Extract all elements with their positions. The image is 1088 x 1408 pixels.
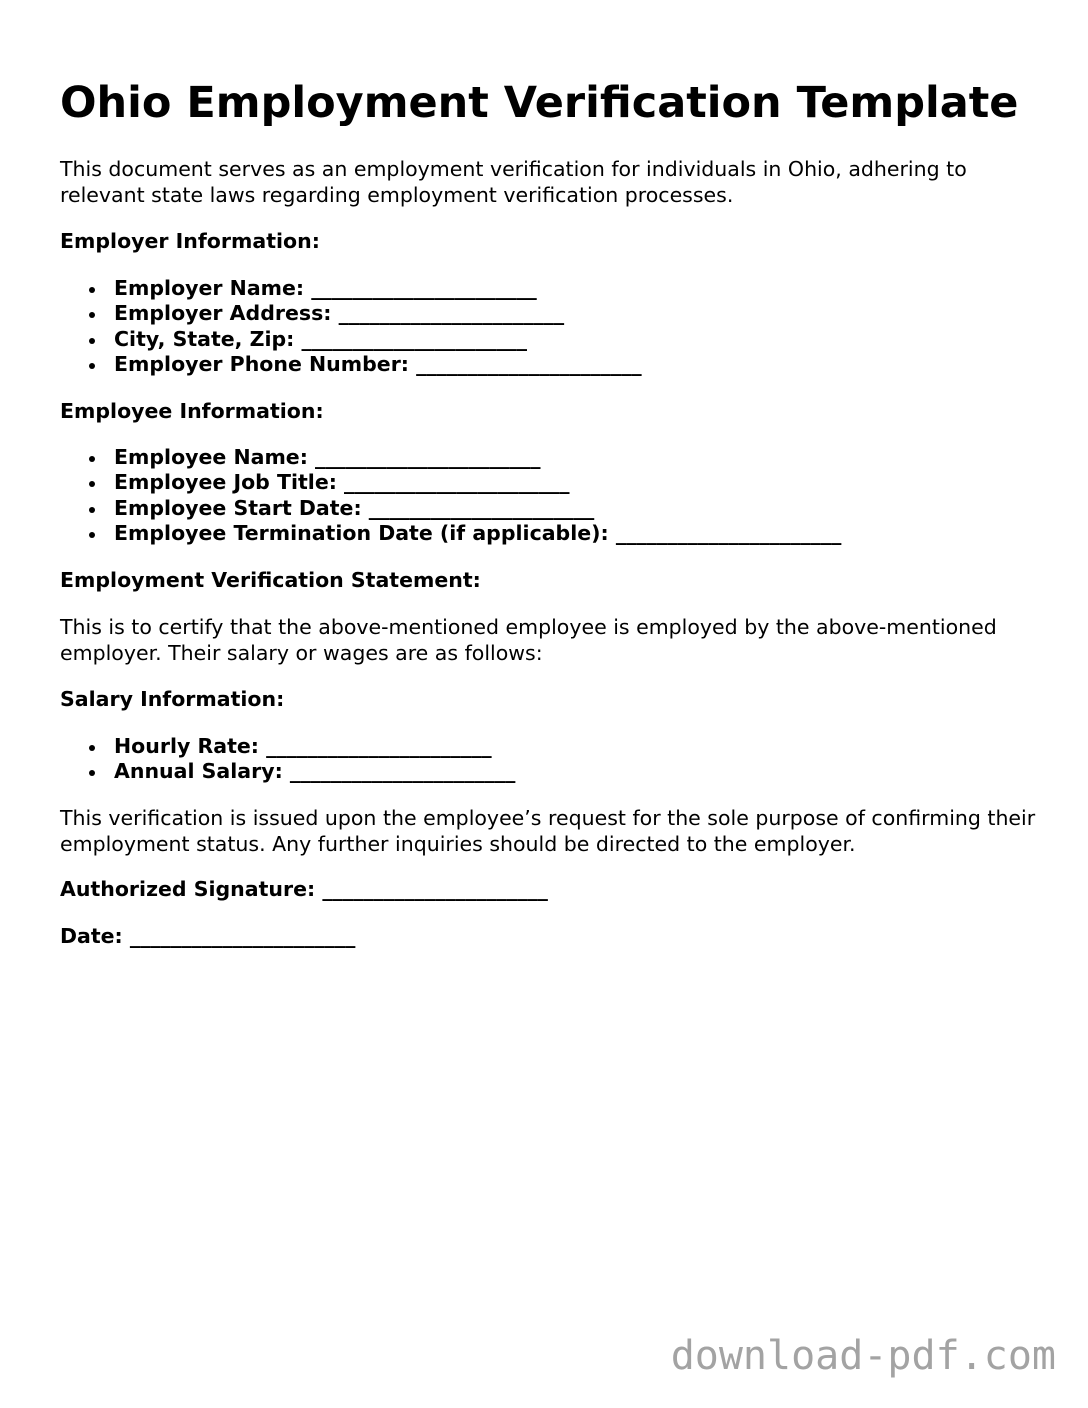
document-title: Ohio Employment Verification Template xyxy=(60,78,1019,128)
employee-job-title-item xyxy=(60,470,841,495)
employee-termination-date-item xyxy=(60,521,841,546)
city-state-zip-label: City, State, Zip: ______________________ xyxy=(114,326,527,351)
employee-start-date-label: Employee Start Date: ______________________ xyxy=(114,495,595,520)
employer-phone-label: Employer Phone Number: ______________________ xyxy=(114,352,642,377)
bullet-icon xyxy=(89,312,95,318)
bullet-icon xyxy=(89,338,95,344)
annual-salary-item xyxy=(60,759,515,784)
employer-address-label: Employer Address: ______________________ xyxy=(114,301,565,326)
bullet-icon xyxy=(89,287,95,293)
employee-info-heading: Employee Information: xyxy=(60,399,324,423)
salary-info-heading: Salary Information: xyxy=(60,687,285,711)
salary-info-list xyxy=(60,734,515,785)
bullet-icon xyxy=(89,532,95,538)
employee-name-item xyxy=(60,445,841,470)
verification-statement-text: This is to certify that the above-mentioned employee is employed by the above-mentioned employer. Their salary or wages are as follows: xyxy=(60,615,997,665)
bullet-icon xyxy=(89,456,95,462)
employee-job-title-label: Employee Job Title: ______________________ xyxy=(114,470,570,495)
employee-termination-date-label: Employee Termination Date (if applicable): ______________________ xyxy=(114,521,842,546)
watermark-text: download-pdf.com xyxy=(670,1333,1056,1379)
authorized-signature-line: Authorized Signature: ______________________ xyxy=(60,877,548,901)
bullet-icon xyxy=(89,507,95,513)
annual-salary-label: Annual Salary: ______________________ xyxy=(114,759,516,784)
hourly-rate-label: Hourly Rate: ______________________ xyxy=(114,734,492,758)
employer-name-label: Employer Name: ______________________ xyxy=(114,276,537,300)
verification-statement-heading: Employment Verification Statement: xyxy=(60,568,481,592)
city-state-zip-item xyxy=(60,327,642,352)
employer-info-heading: Employer Information: xyxy=(60,229,320,253)
employee-name-label: Employee Name: ______________________ xyxy=(114,445,541,469)
bullet-icon xyxy=(89,745,95,751)
closing-paragraph: This verification is issued upon the employee’s request for the sole purpose of confirming their employment status. Any further inquiries should be directed to the employer. xyxy=(60,806,1036,856)
employer-phone-item xyxy=(60,352,642,377)
intro-paragraph: This document serves as an employment verification for individuals in Ohio, adhering to relevant state laws regarding employment verification processes. xyxy=(60,157,967,207)
employer-info-list xyxy=(60,276,642,378)
bullet-icon xyxy=(89,363,95,369)
hourly-rate-item xyxy=(60,734,515,759)
date-line: Date: ______________________ xyxy=(60,924,356,948)
bullet-icon xyxy=(89,770,95,776)
employer-name-item xyxy=(60,276,642,301)
employee-start-date-item xyxy=(60,496,841,521)
bullet-icon xyxy=(89,481,95,487)
employee-info-list xyxy=(60,445,841,547)
employer-address-item xyxy=(60,301,642,326)
